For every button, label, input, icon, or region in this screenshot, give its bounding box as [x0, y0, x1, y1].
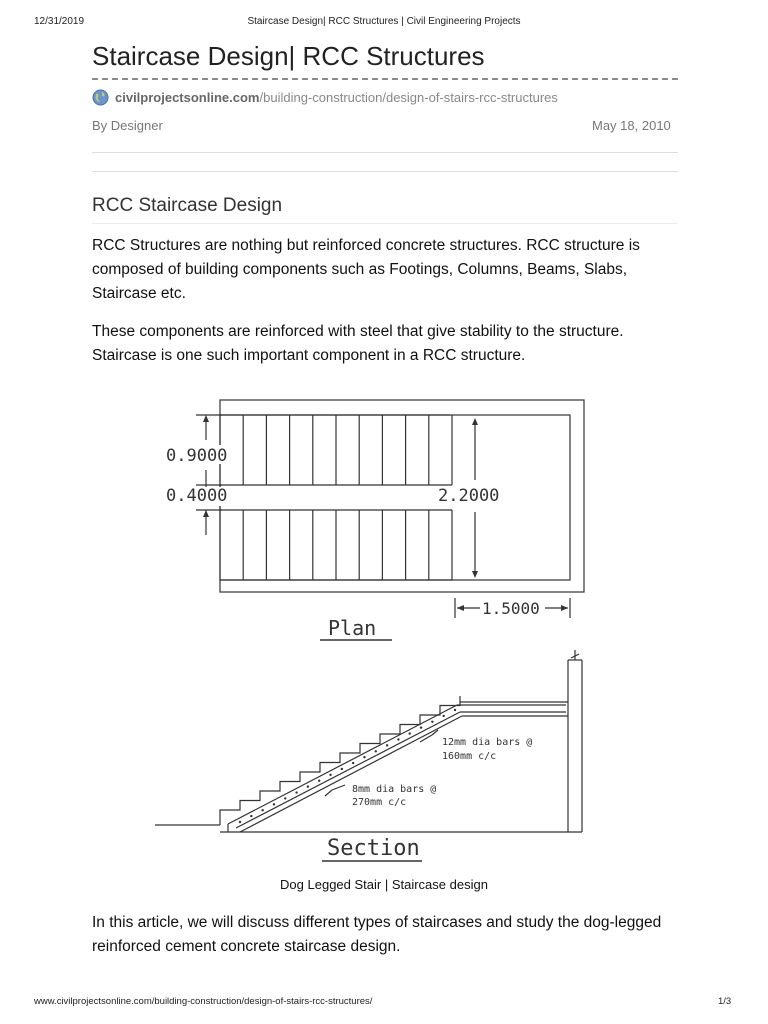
rebar-dot	[239, 821, 241, 823]
rebar-dot	[442, 715, 444, 717]
dim-landing-length: 1.5000	[482, 599, 540, 618]
print-footer-url: www.civilprojectsonline.com/building-construction/design-of-stairs-rcc-structures/	[34, 996, 373, 1007]
rebar-dot	[352, 762, 354, 764]
globe-icon	[92, 89, 109, 106]
rebar-dot	[454, 709, 456, 711]
author-byline: By Designer	[92, 118, 163, 133]
source-domain: civilprojectsonline.com	[115, 90, 260, 105]
rebar-dot	[284, 797, 286, 799]
rebar-dot	[386, 744, 388, 746]
rebar-dot	[250, 815, 252, 817]
content-divider	[92, 171, 678, 172]
rebar-dist-label-1: 8mm dia bars @	[352, 784, 437, 795]
rebar-dot	[261, 809, 263, 811]
print-header-date: 12/31/2019	[34, 16, 85, 27]
rebar-dist-label-2: 270mm c/c	[352, 797, 407, 808]
figure-caption: Dog Legged Stair | Staircase design	[280, 877, 488, 892]
section-heading: RCC Staircase Design	[92, 195, 283, 216]
rebar-dot	[431, 721, 433, 723]
rebar-dot	[409, 732, 411, 734]
dim-landing: 0.4000	[166, 486, 228, 506]
rebar-dot	[318, 780, 320, 782]
rebar-dot	[397, 738, 399, 740]
dim-total-width: 2.2000	[438, 486, 500, 506]
rebar-dot	[363, 756, 365, 758]
header-divider	[92, 152, 678, 153]
plan-view	[196, 400, 584, 618]
print-footer-page: 1/3	[718, 996, 732, 1007]
plan-label: Plan	[328, 616, 377, 640]
paragraph: In this article, we will discuss different types of staircases and study the dog-legged reinforced cement concrete staircase design.	[92, 914, 662, 955]
rebar-dot	[420, 726, 422, 728]
staircase-drawing	[150, 390, 590, 870]
rebar-dot	[307, 785, 309, 787]
rebar-dot	[273, 803, 275, 805]
rebar-main-label-2: 160mm c/c	[442, 751, 497, 762]
print-header-title: Staircase Design| RCC Structures | Civil Engineering Projects	[247, 16, 521, 27]
rebar-main-label-1: 12mm dia bars @	[442, 737, 533, 748]
section-divider	[92, 223, 678, 224]
dim-flight-width: 0.9000	[166, 446, 228, 466]
publish-date: May 18, 2010	[592, 118, 671, 133]
source-link[interactable]	[92, 89, 558, 106]
rebar-dot	[329, 774, 331, 776]
paragraph: RCC Structures are nothing but reinforced concrete structures. RCC structure is composed of building components such as Footings, Columns, Beams, Slabs, Staircase etc.	[92, 237, 640, 302]
rebar-dot	[341, 768, 343, 770]
title-divider	[92, 78, 678, 80]
section-label: Section	[327, 836, 420, 861]
rebar-dot	[295, 791, 297, 793]
source-path: /building-construction/design-of-stairs-rcc-structures	[259, 90, 558, 105]
paragraph: These components are reinforced with steel that give stability to the structure. Staircase is one such important component in a RCC structure.	[92, 323, 624, 364]
rebar-dot	[375, 750, 377, 752]
article-title: Staircase Design| RCC Structures	[92, 41, 485, 71]
